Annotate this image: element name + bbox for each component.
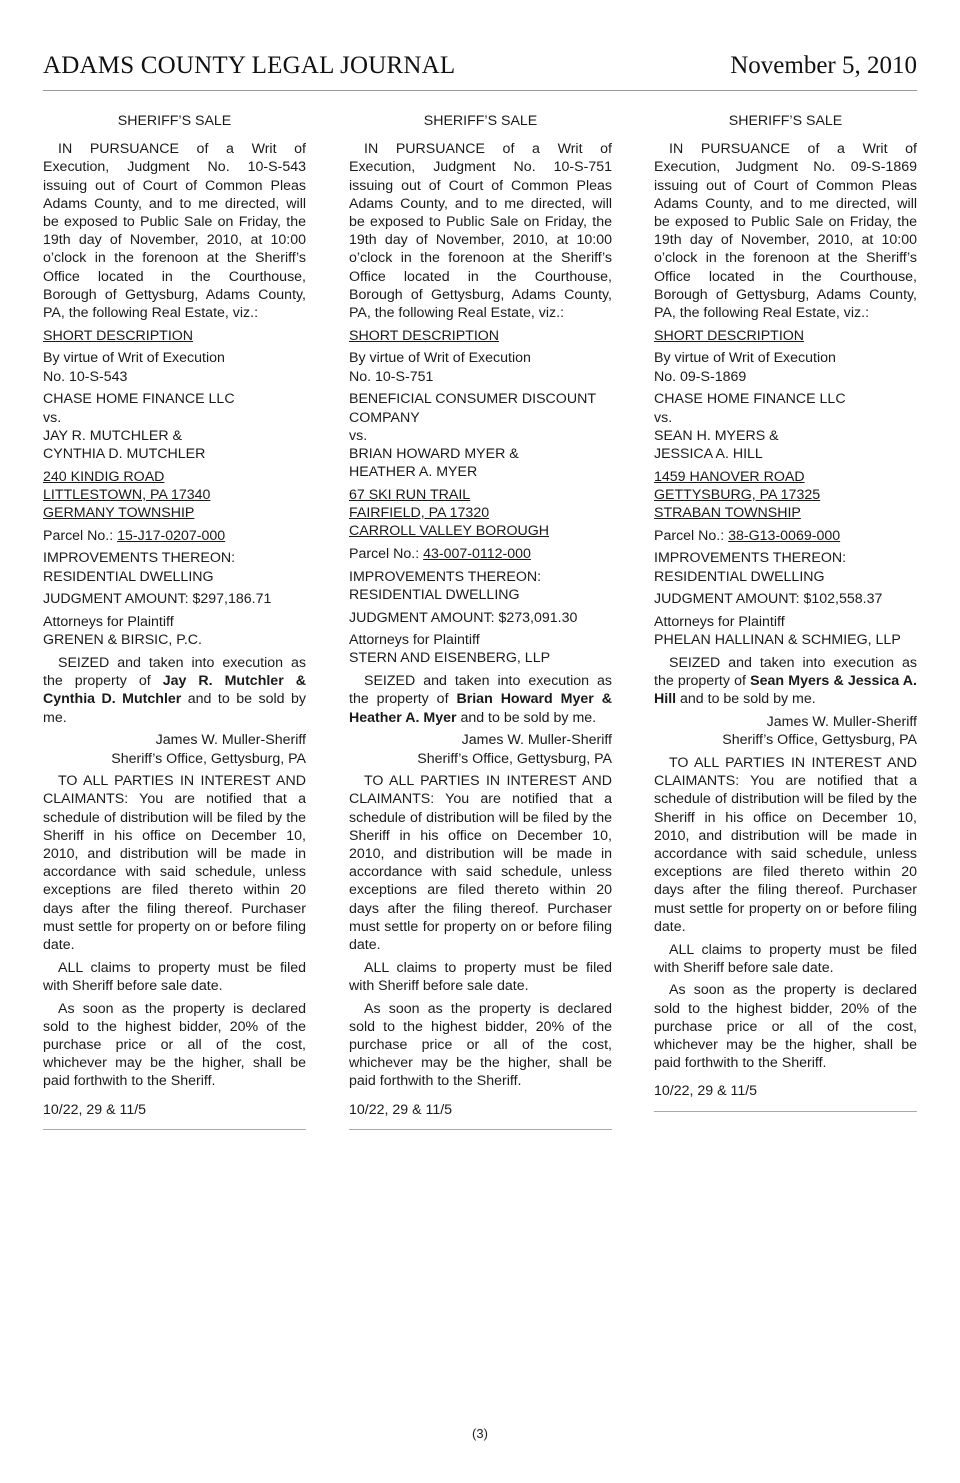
parcel-number: 15-J17-0207-000	[117, 527, 226, 544]
versus: vs.	[43, 409, 62, 426]
claims-notice: ALL claims to property must be filed with Sheriff before sale date.	[43, 959, 306, 994]
distribution-notice: TO ALL PARTIES IN INTEREST AND CLAIMANTS: You are notified that a schedule of distribution will be filed by the Sheriff in his office on December 10, 2010, and distribution will be made in accordance with said schedule, unless exceptions are filed thereto within 20 days after the filing thereof. Purchaser must settle for property on or before filing date.	[349, 773, 612, 954]
improvements-value: RESIDENTIAL DWELLING	[349, 586, 520, 603]
writ-line: By virtue of Writ of Execution	[349, 350, 531, 367]
notice-divider	[349, 1129, 612, 1130]
seized-text: SEIZED and taken into execution as the property of	[43, 654, 306, 690]
property-street: 67 SKI RUN TRAIL	[349, 486, 471, 503]
parcel-label: Parcel No.:	[654, 527, 729, 544]
terms-notice: As soon as the property is declared sold to the highest bidder, 20% of the purchase price or all of the cost, whichever may be the higher, shall be paid forthwith to the Sheriff.	[43, 1000, 306, 1090]
seized-owner: Jay R. Mutchler & Cynthia D. Mutchler	[43, 673, 306, 708]
attorneys-label: Attorneys for Plaintiff	[43, 614, 174, 631]
attorneys-label: Attorneys for Plaintiff	[654, 614, 785, 631]
sheriff-office: Sheriff’s Office, Gettysburg, PA	[111, 750, 306, 767]
improvements-value: RESIDENTIAL DWELLING	[654, 568, 825, 585]
publication-dates: 10/22, 29 & 11/5	[43, 1101, 147, 1118]
improvements-label: IMPROVEMENTS THEREON:	[43, 550, 236, 567]
notice-intro: IN PURSUANCE of a Writ of Execution, Judgment No. 09-S-1869 issuing out of Court of Common Pleas Adams County, and to me directed, will be exposed to Public Sale on Friday, the 19th day of November, 2010, at 10:00 o’clock in the forenoon at the Sheriff’s Office located in the Courthouse, Borough of Gettysburg, Adams County, PA, the following Real Estate, viz.:	[654, 141, 917, 322]
parcel-number: 38-G13-0069-000	[728, 527, 841, 544]
seized-paragraph	[43, 654, 306, 727]
notice-intro: IN PURSUANCE of a Writ of Execution, Judgment No. 10-S-751 issuing out of Court of Common Pleas Adams County, and to me directed, will be exposed to Public Sale on Friday, the 19th day of November, 2010, at 10:00 o’clock in the forenoon at the Sheriff’s Office located in the Courthouse, Borough of Gettysburg, Adams County, PA, the following Real Estate, viz.:	[349, 141, 612, 322]
seized-text-end: and to be sold by me.	[456, 709, 597, 726]
property-city: FAIRFIELD, PA 17320	[349, 505, 490, 522]
plaintiff: CHASE HOME FINANCE LLC	[43, 391, 235, 408]
short-description-label: SHORT DESCRIPTION	[654, 327, 805, 344]
notice-heading: SHERIFF’S SALE	[117, 113, 232, 129]
defendant-2: CYNTHIA D. MUTCHLER	[43, 445, 206, 462]
property-municipality: STRABAN TOWNSHIP	[654, 505, 801, 522]
notice-column-2	[349, 112, 612, 1130]
page-number: (3)	[472, 1426, 488, 1441]
writ-number: No. 10-S-543	[43, 368, 128, 385]
property-municipality: CARROLL VALLEY BOROUGH	[349, 523, 550, 540]
property-city: LITTLESTOWN, PA 17340	[43, 486, 211, 503]
notice-column-1	[43, 112, 306, 1130]
sheriff-name: James W. Muller-Sheriff	[461, 732, 612, 749]
judgment-amount: JUDGMENT AMOUNT: $297,186.71	[43, 591, 272, 608]
plaintiff: BENEFICIAL CONSUMER DISCOUNT COMPANY	[349, 391, 596, 426]
judgment-amount: JUDGMENT AMOUNT: $102,558.37	[654, 591, 883, 608]
defendant-2: JESSICA A. HILL	[654, 445, 763, 462]
property-street: 1459 HANOVER ROAD	[654, 468, 805, 485]
notice-intro: IN PURSUANCE of a Writ of Execution, Judgment No. 10-S-543 issuing out of Court of Common Pleas Adams County, and to me directed, will be exposed to Public Sale on Friday, the 19th day of November, 2010, at 10:00 o’clock in the forenoon at the Sheriff’s Office located in the Courthouse, Borough of Gettysburg, Adams County, PA, the following Real Estate, viz.:	[43, 141, 306, 322]
versus: vs.	[654, 409, 673, 426]
short-description-label: SHORT DESCRIPTION	[349, 327, 500, 344]
parcel-label: Parcel No.:	[349, 545, 424, 562]
notice-heading: SHERIFF’S SALE	[423, 113, 538, 129]
writ-line: By virtue of Writ of Execution	[43, 350, 225, 367]
distribution-notice: TO ALL PARTIES IN INTEREST AND CLAIMANTS: You are notified that a schedule of distribution will be filed by the Sheriff in his office on December 10, 2010, and distribution will be made in accordance with said schedule, unless exceptions are filed thereto within 20 days after the filing thereof. Purchaser must settle for property on or before filing date.	[654, 755, 917, 935]
writ-number: No. 09-S-1869	[654, 368, 747, 385]
property-municipality: GERMANY TOWNSHIP	[43, 505, 195, 522]
defendant-1: BRIAN HOWARD MYER &	[349, 445, 519, 462]
writ-line: By virtue of Writ of Execution	[654, 350, 836, 367]
property-city: GETTYSBURG, PA 17325	[654, 486, 821, 503]
defendant-1: SEAN H. MYERS &	[654, 427, 779, 444]
notice-divider	[43, 1129, 306, 1130]
journal-title: ADAMS COUNTY LEGAL JOURNAL	[43, 52, 456, 79]
parcel-number: 43-007-0112-000	[423, 545, 531, 562]
issue-date: November 5, 2010	[730, 52, 917, 79]
property-street: 240 KINDIG ROAD	[43, 468, 165, 485]
seized-text-end: and to be sold by me.	[43, 691, 306, 726]
versus: vs.	[349, 427, 368, 444]
judgment-amount: JUDGMENT AMOUNT: $273,091.30	[349, 609, 578, 626]
seized-text: SEIZED and taken into execution as the property of	[349, 673, 612, 708]
sheriff-name: James W. Muller-Sheriff	[155, 732, 306, 749]
masthead	[43, 52, 917, 91]
sheriff-office: Sheriff’s Office, Gettysburg, PA	[722, 732, 917, 749]
notice-divider	[654, 1111, 917, 1112]
notice-column-3	[654, 112, 917, 1112]
distribution-notice: TO ALL PARTIES IN INTEREST AND CLAIMANTS: You are notified that a schedule of distribution will be filed by the Sheriff in his office on December 10, 2010, and distribution will be made in accordance with said schedule, unless exceptions are filed thereto within 20 days after the filing thereof. Purchaser must settle for property on or before filing date.	[43, 773, 306, 954]
terms-notice: As soon as the property is declared sold to the highest bidder, 20% of the purchase price or all of the cost, whichever may be the higher, shall be paid forthwith to the Sheriff.	[349, 1000, 612, 1090]
attorneys-name: PHELAN HALLINAN & SCHMIEG, LLP	[654, 632, 901, 649]
seized-paragraph	[654, 654, 917, 709]
defendant-1: JAY R. MUTCHLER &	[43, 427, 183, 444]
seized-paragraph	[349, 672, 612, 727]
seized-text-end: and to be sold by me.	[676, 691, 816, 708]
defendant-2: HEATHER A. MYER	[349, 464, 478, 481]
attorneys-name: GRENEN & BIRSIC, P.C.	[43, 632, 202, 649]
improvements-label: IMPROVEMENTS THEREON:	[349, 568, 542, 585]
attorneys-name: STERN AND EISENBERG, LLP	[349, 650, 551, 667]
terms-notice: As soon as the property is declared sold to the highest bidder, 20% of the purchase price or all of the cost, whichever may be the higher, shall be paid forthwith to the Sheriff.	[654, 982, 917, 1072]
seized-owner: Brian Howard Myer & Heather A. Myer	[349, 691, 612, 726]
claims-notice: ALL claims to property must be filed with Sheriff before sale date.	[349, 959, 612, 994]
seized-owner: Sean Myers & Jessica A. Hill	[654, 673, 917, 708]
parcel-label: Parcel No.:	[43, 527, 118, 544]
improvements-label: IMPROVEMENTS THEREON:	[654, 550, 847, 567]
publication-dates: 10/22, 29 & 11/5	[654, 1083, 758, 1100]
improvements-value: RESIDENTIAL DWELLING	[43, 568, 214, 585]
attorneys-label: Attorneys for Plaintiff	[349, 632, 480, 649]
seized-text: SEIZED and taken into execution as the property of	[654, 654, 917, 690]
plaintiff: CHASE HOME FINANCE LLC	[654, 391, 846, 408]
publication-dates: 10/22, 29 & 11/5	[349, 1101, 453, 1118]
notice-heading: SHERIFF’S SALE	[728, 113, 843, 129]
claims-notice: ALL claims to property must be filed with Sheriff before sale date.	[654, 941, 917, 976]
sheriff-office: Sheriff’s Office, Gettysburg, PA	[417, 750, 612, 767]
short-description-label: SHORT DESCRIPTION	[43, 327, 194, 344]
sheriff-name: James W. Muller-Sheriff	[766, 714, 917, 731]
writ-number: No. 10-S-751	[349, 368, 434, 385]
